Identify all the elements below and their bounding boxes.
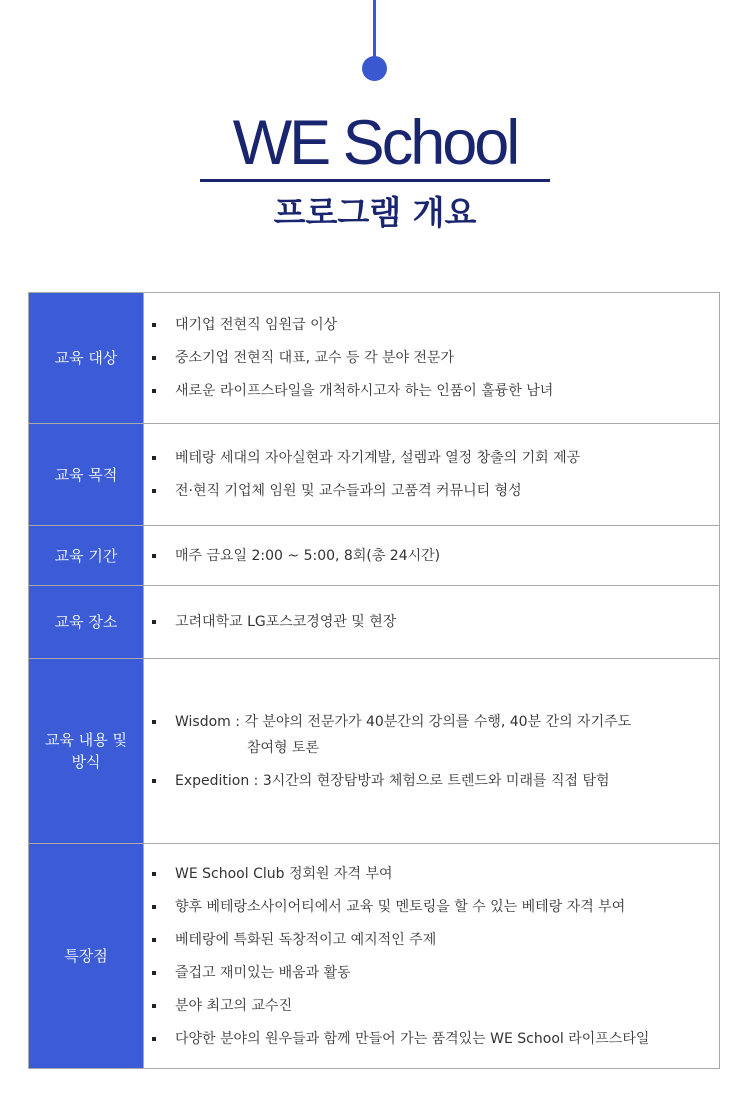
- table-row: [29, 659, 720, 844]
- row-label-location: 교육 장소: [29, 586, 144, 659]
- row-content-period: [144, 526, 720, 586]
- row-content-method: [144, 659, 720, 844]
- page-subtitle: 프로그램 개요: [273, 193, 477, 232]
- row-label-purpose: 교육 목적: [29, 424, 144, 526]
- table-row: [29, 526, 720, 586]
- connector-line: [373, 0, 376, 58]
- list-item: 향후 베테랑소사이어티에서 교육 및 멘토링을 할 수 있는 베테랑 자격 부여: [144, 897, 709, 917]
- list-item: 새로운 라이프스타일을 개척하시고자 하는 인품이 훌륭한 남녀: [144, 381, 709, 401]
- list-item: 베테랑 세대의 자아실현과 자기계발, 설렘과 열정 창출의 기회 제공: [144, 448, 709, 468]
- list-item: 전·현직 기업체 임원 및 교수들과의 고품격 커뮤니티 형성: [144, 481, 709, 501]
- list-item-continuation: 참여형 토론: [247, 739, 320, 756]
- list-item: 대기업 전현직 임원급 이상: [144, 315, 709, 335]
- list-item: 매주 금요일 2:00 ~ 5:00, 8회(총 24시간): [144, 546, 709, 566]
- row-content-purpose: [144, 424, 720, 526]
- list-item: 중소기업 전현직 대표, 교수 등 각 분야 전문가: [144, 348, 709, 368]
- title-underline: [200, 179, 550, 182]
- program-overview-table: [28, 292, 720, 1069]
- list-item: 분야 최고의 교수진: [144, 996, 709, 1016]
- table-row: [29, 293, 720, 424]
- table-row: [29, 424, 720, 526]
- list-item: 다양한 분야의 원우들과 함께 만들어 가는 품격있는 WE School 라이프스타일: [144, 1029, 709, 1049]
- row-content-location: [144, 586, 720, 659]
- page-title: WE School: [232, 108, 518, 178]
- row-content-features: [144, 844, 720, 1069]
- list-item: 베테랑에 특화된 독창적이고 예지적인 주제: [144, 930, 709, 950]
- table-row: [29, 844, 720, 1069]
- row-label-period: 교육 기간: [29, 526, 144, 586]
- row-content-target: [144, 293, 720, 424]
- table-row: [29, 586, 720, 659]
- list-item: 고려대학교 LG포스코경영관 및 현장: [144, 612, 709, 632]
- list-item: WE School Club 정회원 자격 부여: [144, 864, 709, 884]
- connector-dot: [362, 56, 387, 81]
- list-item: 즐겁고 재미있는 배움과 활동: [144, 963, 709, 983]
- list-item: [144, 712, 709, 758]
- list-item-text: Wisdom : 각 분야의 전문가가 40분간의 강의를 수행, 40분 간의 자기주도: [175, 713, 632, 730]
- row-label-target: 교육 대상: [29, 293, 144, 424]
- row-label-method: 교육 내용 및 방식: [29, 659, 144, 844]
- row-label-features: 특장점: [29, 844, 144, 1069]
- list-item: Expedition : 3시간의 현장탐방과 체험으로 트렌드와 미래를 직접 탐험: [144, 771, 709, 791]
